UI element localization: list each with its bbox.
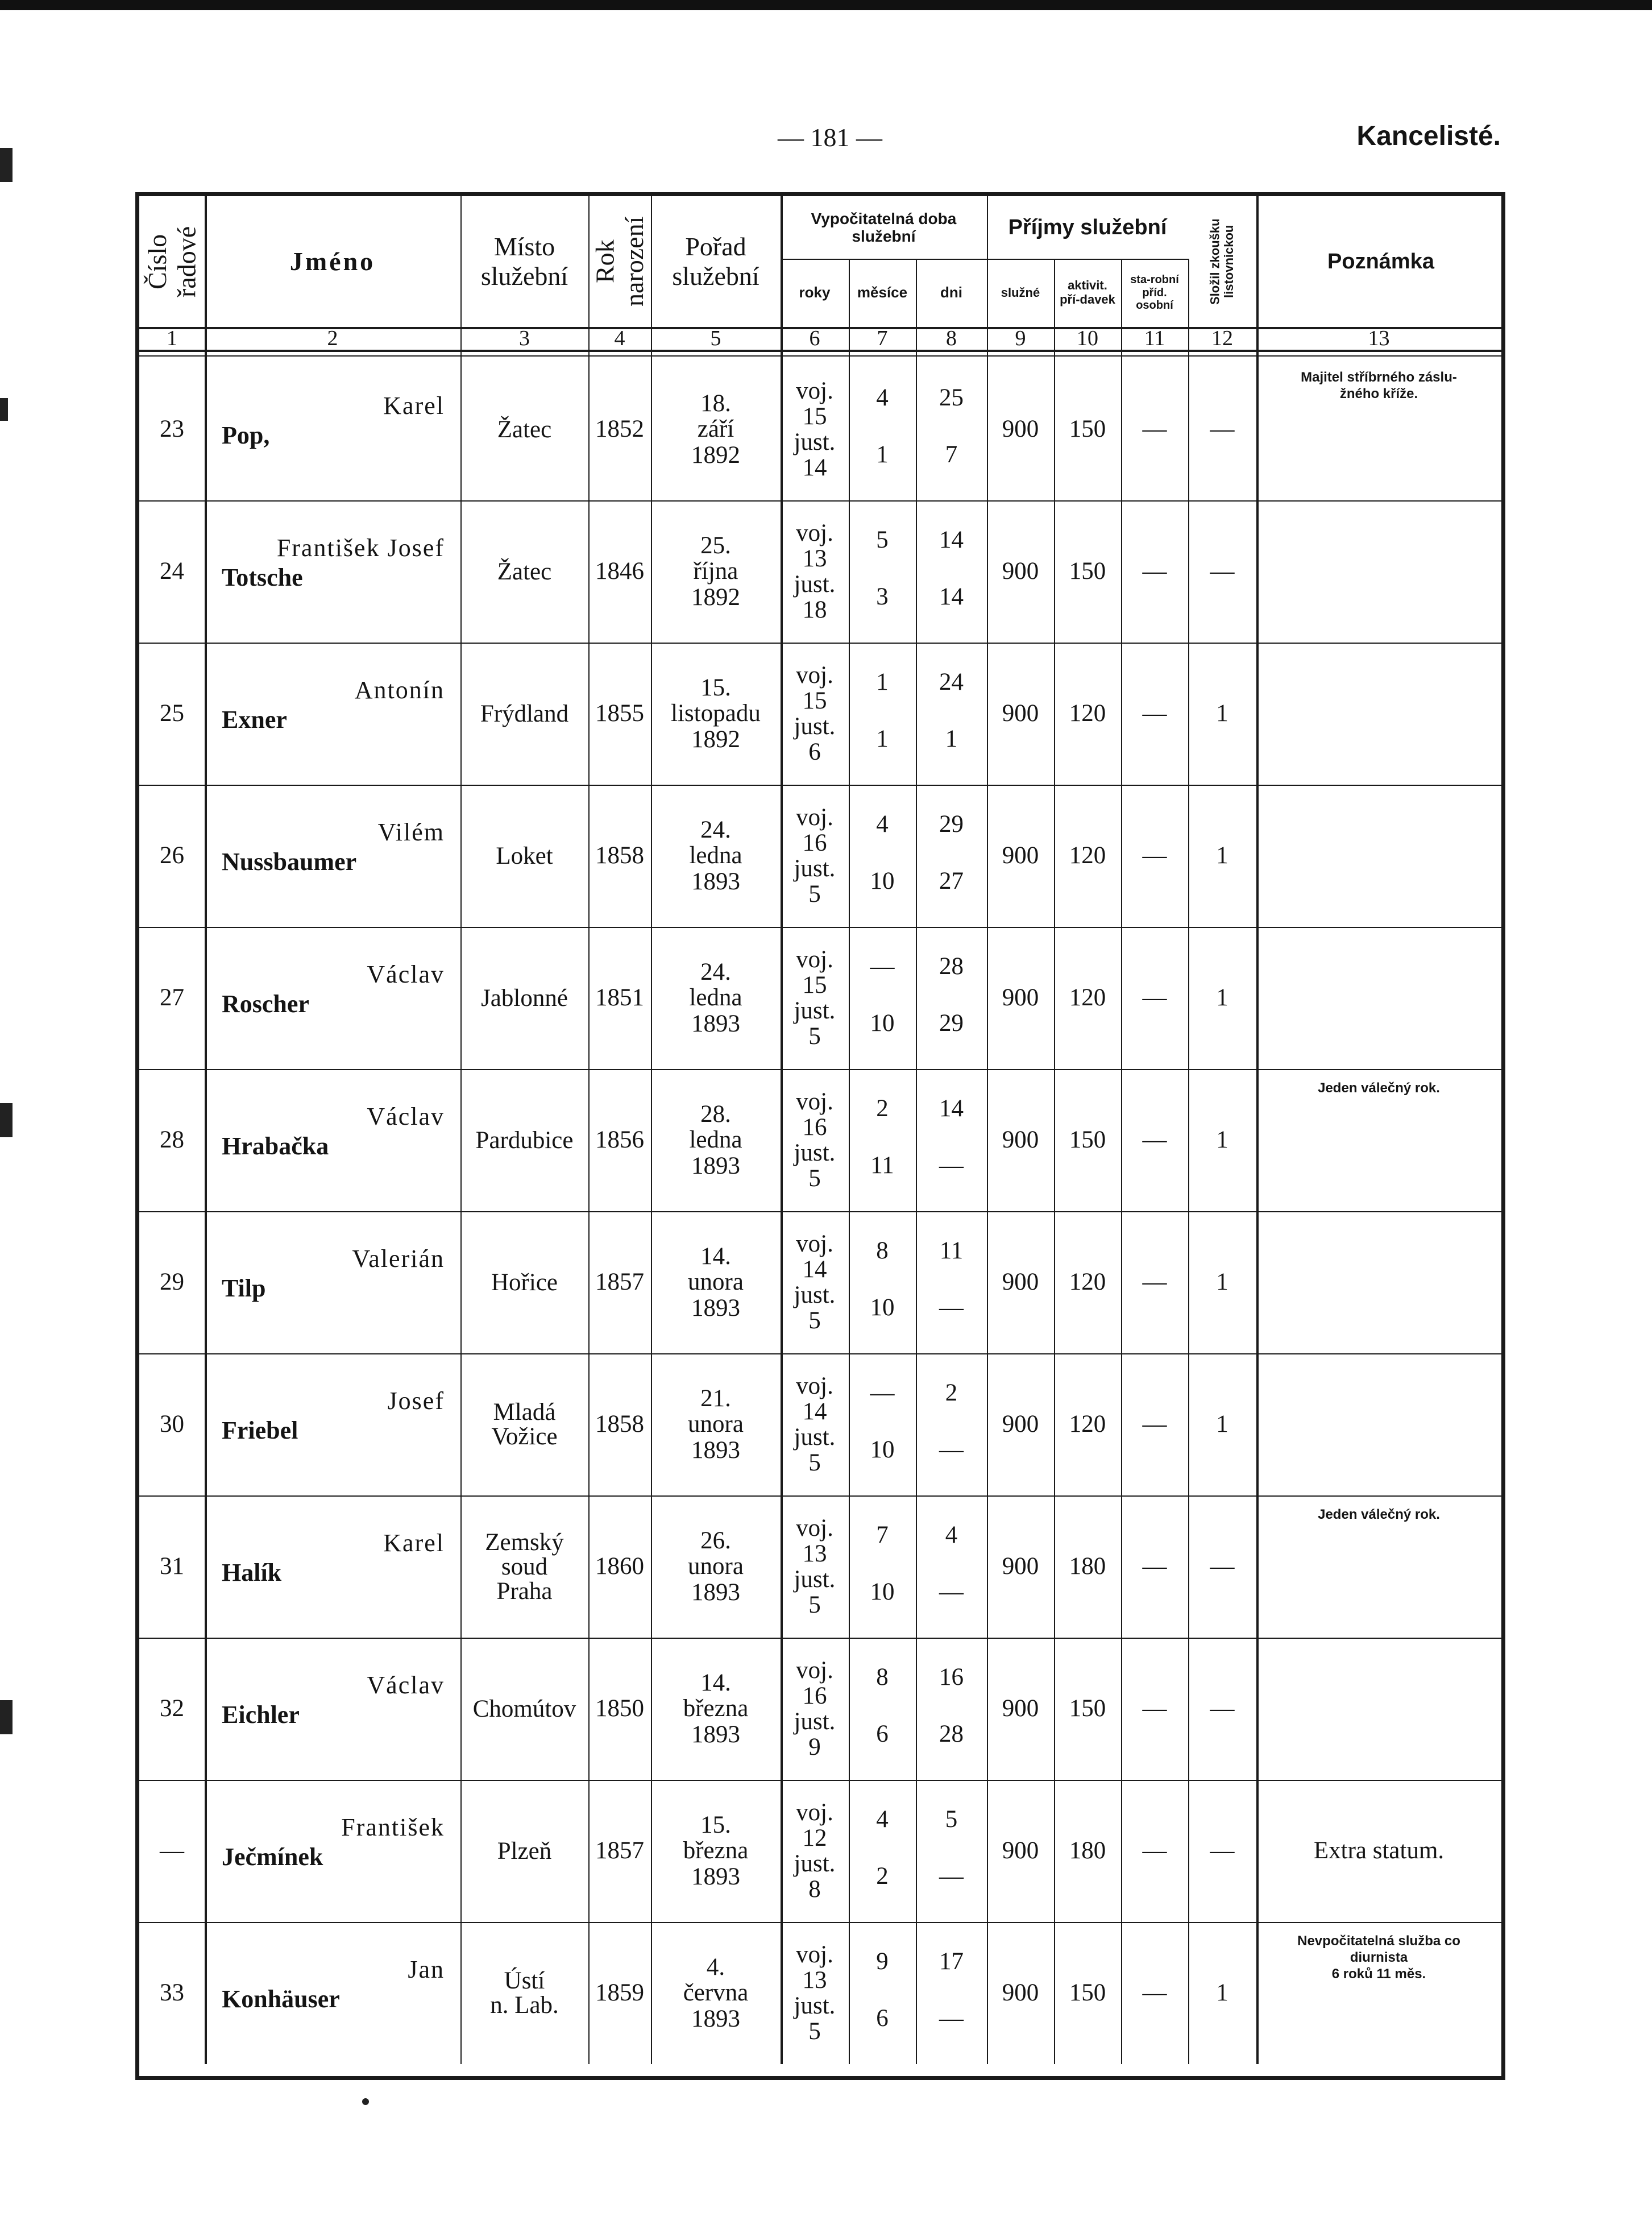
service-place: Žatec bbox=[497, 558, 552, 585]
birth-year: 1859 bbox=[595, 1979, 644, 2006]
table-rule bbox=[1188, 259, 1189, 2064]
service-order-date: 24. ledna 1893 bbox=[689, 817, 742, 895]
surname: Tilp bbox=[222, 1274, 266, 1302]
service-days: 2 bbox=[945, 1379, 958, 1406]
salary: 900 bbox=[1002, 557, 1039, 585]
service-days: 28 bbox=[939, 1720, 964, 1747]
activity-allowance: 150 bbox=[1069, 415, 1106, 442]
exam-passed: 1 bbox=[1216, 1268, 1228, 1295]
given-name: František bbox=[341, 1813, 445, 1841]
col-header-years: roky bbox=[799, 284, 831, 301]
table-rule bbox=[139, 1353, 1501, 1354]
service-days: 28 bbox=[939, 952, 964, 980]
service-days: 17 bbox=[939, 1948, 964, 1975]
table-rule bbox=[651, 196, 652, 2064]
exam-passed: — bbox=[1210, 1552, 1235, 1580]
personal-allowance: — bbox=[1142, 1979, 1167, 2006]
salary: 900 bbox=[1002, 1268, 1039, 1295]
service-place: Ústí n. Lab. bbox=[490, 1967, 559, 2019]
service-order-date: 21. unora 1893 bbox=[688, 1385, 744, 1464]
activity-allowance: 120 bbox=[1069, 842, 1106, 869]
service-months: 10 bbox=[870, 1436, 895, 1463]
serial-number: 26 bbox=[160, 842, 184, 869]
exam-passed: 1 bbox=[1216, 842, 1228, 869]
salary: 900 bbox=[1002, 415, 1039, 442]
service-months: 4 bbox=[876, 384, 889, 411]
col-header-order: Pořad služební bbox=[672, 232, 759, 291]
birth-year: 1846 bbox=[595, 557, 644, 585]
service-days: 5 bbox=[945, 1805, 958, 1833]
service-days: 25 bbox=[939, 384, 964, 411]
salary: 900 bbox=[1002, 842, 1039, 869]
given-name: Vilém bbox=[377, 818, 445, 846]
col-number: 5 bbox=[710, 326, 721, 350]
service-order-date: 18. září 1892 bbox=[691, 390, 740, 469]
col-number: 8 bbox=[946, 326, 957, 350]
service-years: voj. 13 just. 5 bbox=[794, 1941, 836, 2045]
margin-mark bbox=[0, 398, 8, 421]
group-header-income: Příjmy služební bbox=[1008, 215, 1167, 239]
service-months: 1 bbox=[876, 725, 889, 752]
note: Jeden válečný rok. bbox=[1318, 1507, 1440, 1522]
service-years: voj. 16 just. 5 bbox=[794, 803, 836, 908]
service-days: 24 bbox=[939, 668, 964, 695]
table-rule bbox=[139, 643, 1501, 644]
table-rule bbox=[588, 196, 590, 2064]
table-rule bbox=[139, 1922, 1501, 1923]
serial-number: 28 bbox=[160, 1126, 184, 1153]
serial-number: 29 bbox=[160, 1268, 184, 1295]
salary: 900 bbox=[1002, 1837, 1039, 1864]
exam-passed: — bbox=[1210, 415, 1235, 442]
service-years: voj. 15 just. 5 bbox=[794, 946, 836, 1050]
activity-allowance: 150 bbox=[1069, 1126, 1106, 1153]
personal-allowance: — bbox=[1142, 557, 1167, 585]
service-place: Plzeň bbox=[497, 1837, 552, 1865]
exam-passed: — bbox=[1210, 557, 1235, 585]
serial-number: 25 bbox=[160, 699, 184, 727]
service-months: 6 bbox=[876, 1720, 889, 1747]
service-months: 7 bbox=[876, 1521, 889, 1548]
col-header-allowance: aktivit. pří-davek bbox=[1060, 278, 1115, 306]
col-header-note: Poznámka bbox=[1327, 249, 1434, 274]
service-order-date: 4. června 1893 bbox=[683, 1954, 749, 2032]
serial-number: — bbox=[160, 1837, 184, 1864]
service-place: Žatec bbox=[497, 416, 552, 443]
salary: 900 bbox=[1002, 1410, 1039, 1437]
service-days: 14 bbox=[939, 1095, 964, 1122]
service-place: Pardubice bbox=[475, 1126, 574, 1154]
activity-allowance: 150 bbox=[1069, 1979, 1106, 2006]
personal-allowance: — bbox=[1142, 1126, 1167, 1153]
col-number: 12 bbox=[1211, 326, 1233, 350]
service-days: 7 bbox=[945, 441, 958, 468]
surname: Nussbaumer bbox=[222, 848, 357, 876]
service-order-date: 28. ledna 1893 bbox=[689, 1101, 742, 1179]
personal-allowance: — bbox=[1142, 842, 1167, 869]
service-months: 5 bbox=[876, 526, 889, 553]
service-years: voj. 15 just. 14 bbox=[794, 377, 836, 482]
note: Extra statum. bbox=[1313, 1837, 1445, 1864]
col-header-exam: Složil zkoušku listovnickou bbox=[1207, 218, 1236, 305]
service-days: 29 bbox=[939, 1009, 964, 1037]
surname: Ječmínek bbox=[222, 1843, 323, 1871]
given-name: Václav bbox=[367, 960, 445, 988]
col-number: 9 bbox=[1015, 326, 1026, 350]
table-rule bbox=[781, 259, 1188, 260]
activity-allowance: 120 bbox=[1069, 1410, 1106, 1437]
scan-top-border bbox=[0, 0, 1652, 10]
given-name: Antonín bbox=[354, 676, 445, 704]
personal-allowance: — bbox=[1142, 1410, 1167, 1437]
service-years: voj. 13 just. 5 bbox=[794, 1514, 836, 1619]
serial-number: 24 bbox=[160, 557, 184, 585]
serial-number: 30 bbox=[160, 1410, 184, 1437]
surname: Friebel bbox=[222, 1416, 298, 1444]
col-header-birth-year: Rok narození bbox=[590, 216, 649, 307]
service-years: voj. 13 just. 18 bbox=[794, 519, 836, 624]
table-rule bbox=[139, 1780, 1501, 1781]
surname: Exner bbox=[222, 706, 287, 734]
service-months: 4 bbox=[876, 1805, 889, 1833]
table-rule bbox=[1256, 196, 1259, 2064]
service-order-date: 26. unora 1893 bbox=[688, 1527, 744, 1606]
col-header-salary: služné bbox=[1001, 285, 1040, 300]
birth-year: 1857 bbox=[595, 1268, 644, 1295]
table-rule bbox=[781, 196, 783, 2064]
service-place: Chomútov bbox=[472, 1695, 576, 1722]
service-place: Frýdland bbox=[480, 700, 569, 727]
table-rule bbox=[139, 1638, 1501, 1639]
table-rule bbox=[139, 327, 1501, 329]
given-name: Valerián bbox=[352, 1245, 445, 1273]
service-days: — bbox=[939, 1862, 964, 1890]
given-name: Jan bbox=[408, 1955, 445, 1983]
col-number: 4 bbox=[614, 326, 625, 350]
table-rule bbox=[139, 1211, 1501, 1212]
note: Nevpočitatelná služba co diurnista 6 roků 11 měs. bbox=[1297, 1933, 1460, 1982]
serial-number: 33 bbox=[160, 1979, 184, 2006]
service-place: Hořice bbox=[491, 1269, 558, 1296]
col-number: 11 bbox=[1144, 326, 1165, 350]
surname: Halík bbox=[222, 1559, 282, 1586]
service-days: — bbox=[939, 1436, 964, 1463]
service-order-date: 25. října 1892 bbox=[691, 532, 740, 611]
service-months: 3 bbox=[876, 583, 889, 610]
personal-allowance: — bbox=[1142, 699, 1167, 727]
birth-year: 1857 bbox=[595, 1837, 644, 1864]
register-table bbox=[135, 192, 1505, 2080]
given-name: Karel bbox=[383, 392, 445, 420]
given-name: Václav bbox=[367, 1671, 445, 1699]
exam-passed: 1 bbox=[1216, 699, 1228, 727]
service-months: 1 bbox=[876, 668, 889, 695]
birth-year: 1856 bbox=[595, 1126, 644, 1153]
table-rule bbox=[460, 196, 462, 2064]
service-years: voj. 12 just. 8 bbox=[794, 1799, 836, 1903]
service-months: 2 bbox=[876, 1095, 889, 1122]
note: Jeden válečný rok. bbox=[1318, 1080, 1440, 1096]
service-months: 9 bbox=[876, 1948, 889, 1975]
salary: 900 bbox=[1002, 1979, 1039, 2006]
given-name: Karel bbox=[383, 1529, 445, 1557]
salary: 900 bbox=[1002, 1126, 1039, 1153]
service-years: voj. 16 just. 9 bbox=[794, 1656, 836, 1761]
service-months: — bbox=[870, 1379, 895, 1406]
col-header-name: Jméno bbox=[289, 247, 376, 276]
service-months: 10 bbox=[870, 1578, 895, 1605]
table-rule bbox=[205, 196, 207, 2064]
col-header-days: dni bbox=[940, 284, 962, 301]
surname: Konhäuser bbox=[222, 1985, 340, 2013]
table-rule bbox=[139, 350, 1501, 352]
ink-dot bbox=[362, 2098, 369, 2105]
activity-allowance: 150 bbox=[1069, 1694, 1106, 1722]
service-order-date: 15. března 1893 bbox=[683, 1812, 749, 1890]
table-rule bbox=[849, 259, 850, 2064]
activity-allowance: 120 bbox=[1069, 984, 1106, 1011]
service-days: 4 bbox=[945, 1521, 958, 1548]
service-place: Jablonné bbox=[481, 984, 568, 1012]
service-years: voj. 15 just. 6 bbox=[794, 661, 836, 766]
salary: 900 bbox=[1002, 984, 1039, 1011]
margin-mark bbox=[0, 1700, 13, 1734]
service-months: 11 bbox=[870, 1151, 894, 1179]
personal-allowance: — bbox=[1142, 415, 1167, 442]
service-place: Mladá Vožice bbox=[491, 1399, 558, 1450]
col-number: 13 bbox=[1368, 326, 1390, 350]
service-months: 4 bbox=[876, 810, 889, 838]
section-title: Kancelisté. bbox=[1356, 121, 1501, 151]
table-rule bbox=[139, 355, 1501, 357]
service-months: 6 bbox=[876, 2004, 889, 2032]
activity-allowance: 180 bbox=[1069, 1552, 1106, 1580]
birth-year: 1858 bbox=[595, 1410, 644, 1437]
table-rule bbox=[139, 500, 1501, 502]
service-days: — bbox=[939, 1151, 964, 1179]
exam-passed: 1 bbox=[1216, 984, 1228, 1011]
group-header-service-time: Vypočitatelná doba služební bbox=[811, 209, 957, 245]
service-months: 8 bbox=[876, 1663, 889, 1691]
birth-year: 1850 bbox=[595, 1694, 644, 1722]
surname: Totsche bbox=[222, 564, 303, 591]
service-months: — bbox=[870, 952, 895, 980]
personal-allowance: — bbox=[1142, 1837, 1167, 1864]
surname: Eichler bbox=[222, 1701, 300, 1729]
given-name: Václav bbox=[367, 1103, 445, 1130]
margin-mark bbox=[0, 1103, 13, 1137]
table-rule bbox=[139, 1069, 1501, 1070]
col-number: 10 bbox=[1077, 326, 1098, 350]
note: Majitel stříbrného záslu- žného kříže. bbox=[1301, 370, 1457, 401]
col-number: 7 bbox=[877, 326, 888, 350]
service-days: — bbox=[939, 1578, 964, 1605]
service-order-date: 14. unora 1893 bbox=[688, 1243, 744, 1321]
page-number: — 181 — bbox=[778, 123, 882, 152]
service-days: 29 bbox=[939, 810, 964, 838]
col-header-serial: Číslo řadové bbox=[142, 226, 201, 297]
exam-passed: — bbox=[1210, 1837, 1235, 1864]
service-days: 16 bbox=[939, 1663, 964, 1691]
personal-allowance: — bbox=[1142, 1552, 1167, 1580]
service-place: Zemský soud Praha bbox=[485, 1528, 564, 1605]
service-order-date: 15. listopadu 1892 bbox=[671, 674, 761, 753]
service-months: 10 bbox=[870, 867, 895, 894]
service-place: Loket bbox=[496, 842, 553, 869]
exam-passed: — bbox=[1210, 1694, 1235, 1722]
activity-allowance: 120 bbox=[1069, 1268, 1106, 1295]
activity-allowance: 180 bbox=[1069, 1837, 1106, 1864]
service-months: 1 bbox=[876, 441, 889, 468]
col-number: 6 bbox=[809, 326, 820, 350]
personal-allowance: — bbox=[1142, 984, 1167, 1011]
service-days: 1 bbox=[945, 725, 958, 752]
table-rule bbox=[987, 196, 988, 2064]
service-days: 14 bbox=[939, 583, 964, 610]
personal-allowance: — bbox=[1142, 1268, 1167, 1295]
serial-number: 23 bbox=[160, 415, 184, 442]
service-years: voj. 14 just. 5 bbox=[794, 1230, 836, 1335]
table-rule bbox=[139, 785, 1501, 786]
exam-passed: 1 bbox=[1216, 1126, 1228, 1153]
service-months: 10 bbox=[870, 1294, 895, 1321]
col-number: 3 bbox=[519, 326, 530, 350]
birth-year: 1855 bbox=[595, 699, 644, 727]
table-rule bbox=[916, 259, 917, 2064]
service-order-date: 24. ledna 1893 bbox=[689, 959, 742, 1037]
birth-year: 1851 bbox=[595, 984, 644, 1011]
exam-passed: 1 bbox=[1216, 1979, 1228, 2006]
margin-mark bbox=[0, 148, 13, 182]
service-order-date: 14. března 1893 bbox=[683, 1669, 749, 1748]
service-years: voj. 14 just. 5 bbox=[794, 1372, 836, 1477]
service-days: 27 bbox=[939, 867, 964, 894]
given-name: Josef bbox=[387, 1387, 445, 1415]
col-number: 2 bbox=[327, 326, 338, 350]
birth-year: 1858 bbox=[595, 842, 644, 869]
service-months: 8 bbox=[876, 1237, 889, 1264]
table-rule bbox=[1121, 259, 1122, 2064]
service-days: — bbox=[939, 2004, 964, 2032]
col-header-place: Místo služební bbox=[480, 232, 568, 291]
surname: Hrabačka bbox=[222, 1132, 329, 1160]
activity-allowance: 150 bbox=[1069, 557, 1106, 585]
table-rule bbox=[1054, 259, 1055, 2064]
serial-number: 32 bbox=[160, 1694, 184, 1722]
salary: 900 bbox=[1002, 1694, 1039, 1722]
birth-year: 1860 bbox=[595, 1552, 644, 1580]
service-months: 2 bbox=[876, 1862, 889, 1890]
given-name: František Josef bbox=[276, 534, 445, 562]
service-days: — bbox=[939, 1294, 964, 1321]
col-header-personal: sta-robní příd. osobní bbox=[1130, 274, 1179, 312]
activity-allowance: 120 bbox=[1069, 699, 1106, 727]
personal-allowance: — bbox=[1142, 1694, 1167, 1722]
table-rule bbox=[139, 1495, 1501, 1497]
table-rule bbox=[139, 927, 1501, 928]
service-days: 14 bbox=[939, 526, 964, 553]
surname: Roscher bbox=[222, 990, 309, 1018]
serial-number: 31 bbox=[160, 1552, 184, 1580]
service-years: voj. 16 just. 5 bbox=[794, 1088, 836, 1192]
exam-passed: 1 bbox=[1216, 1410, 1228, 1437]
col-header-months: měsíce bbox=[857, 284, 908, 301]
service-months: 10 bbox=[870, 1009, 895, 1037]
service-days: 11 bbox=[939, 1237, 964, 1264]
salary: 900 bbox=[1002, 1552, 1039, 1580]
serial-number: 27 bbox=[160, 984, 184, 1011]
birth-year: 1852 bbox=[595, 415, 644, 442]
col-number: 1 bbox=[167, 326, 177, 350]
surname: Pop, bbox=[222, 421, 270, 449]
salary: 900 bbox=[1002, 699, 1039, 727]
